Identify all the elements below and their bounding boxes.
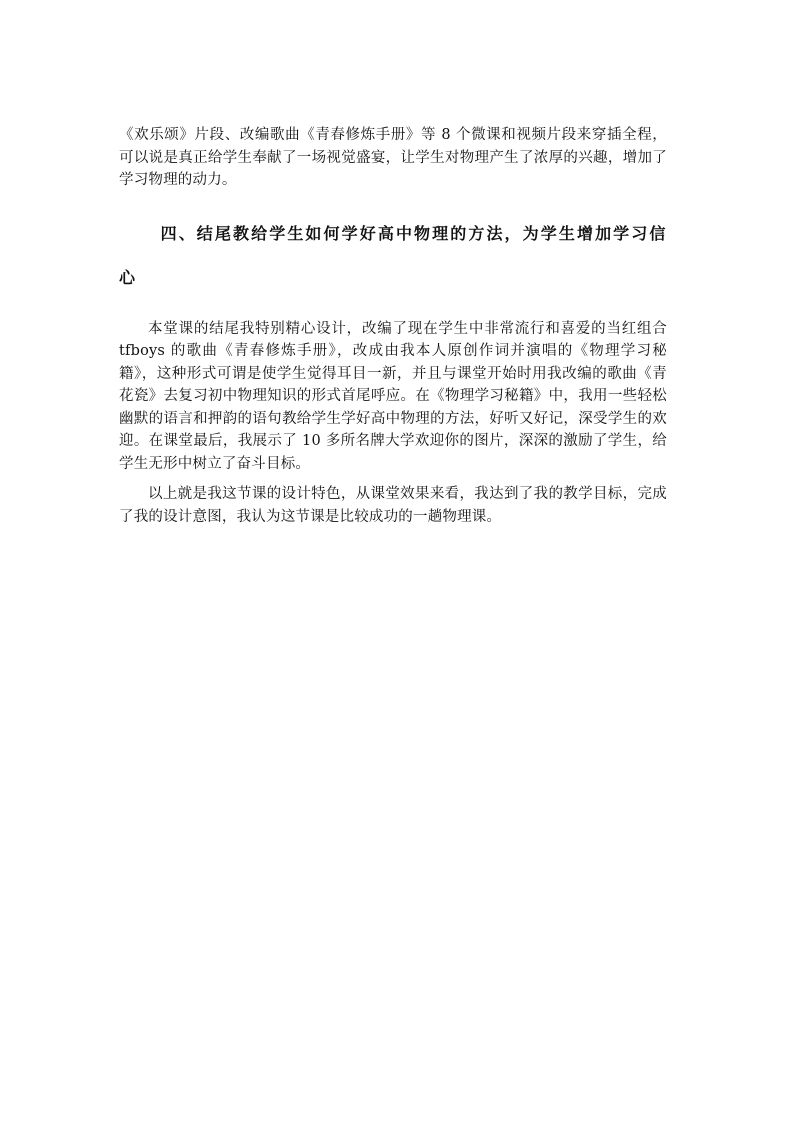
document-body: [119, 124, 667, 528]
section-heading: 四、结尾教给学生如何学好高中物理的方法，为学生增加学习信心: [119, 223, 667, 287]
paragraph-summary: 以上就是我这节课的设计特色，从课堂效果来看，我达到了我的教学目标，完成了我的设计意图，我认为这节课是比较成功的一趟物理课。: [119, 486, 667, 525]
paragraph-ending-design: 本堂课的结尾我特别精心设计，改编了现在学生中非常流行和喜爱的当红组合 tfboys 的歌曲《青春修炼手册》，改成由我本人原创作词并演唱的《物理学习秘籍》，这种形式可谓是使学生觉得耳目一新，并且与课堂开始时用我改编的歌曲《青花瓷》去复习初中物理知识的形式首尾呼应。在《物理学习秘籍》中，我用一些轻松幽默的语言和押韵的语句教给学生学好高中物理的方法，好听又好记，深受学生的欢迎。在课堂最后，我展示了 10 多所名牌大学欢迎你的图片，深深的激励了学生，给学生无形中树立了奋斗目标。: [119, 320, 667, 472]
paragraph-intro: 《欢乐颂》片段、改编歌曲《青春修炼手册》等 8 个微课和视频片段来穿插全程，可以说是真正给学生奉献了一场视觉盛宴，让学生对物理产生了浓厚的兴趣，增加了学习物理的动力。: [119, 127, 667, 188]
